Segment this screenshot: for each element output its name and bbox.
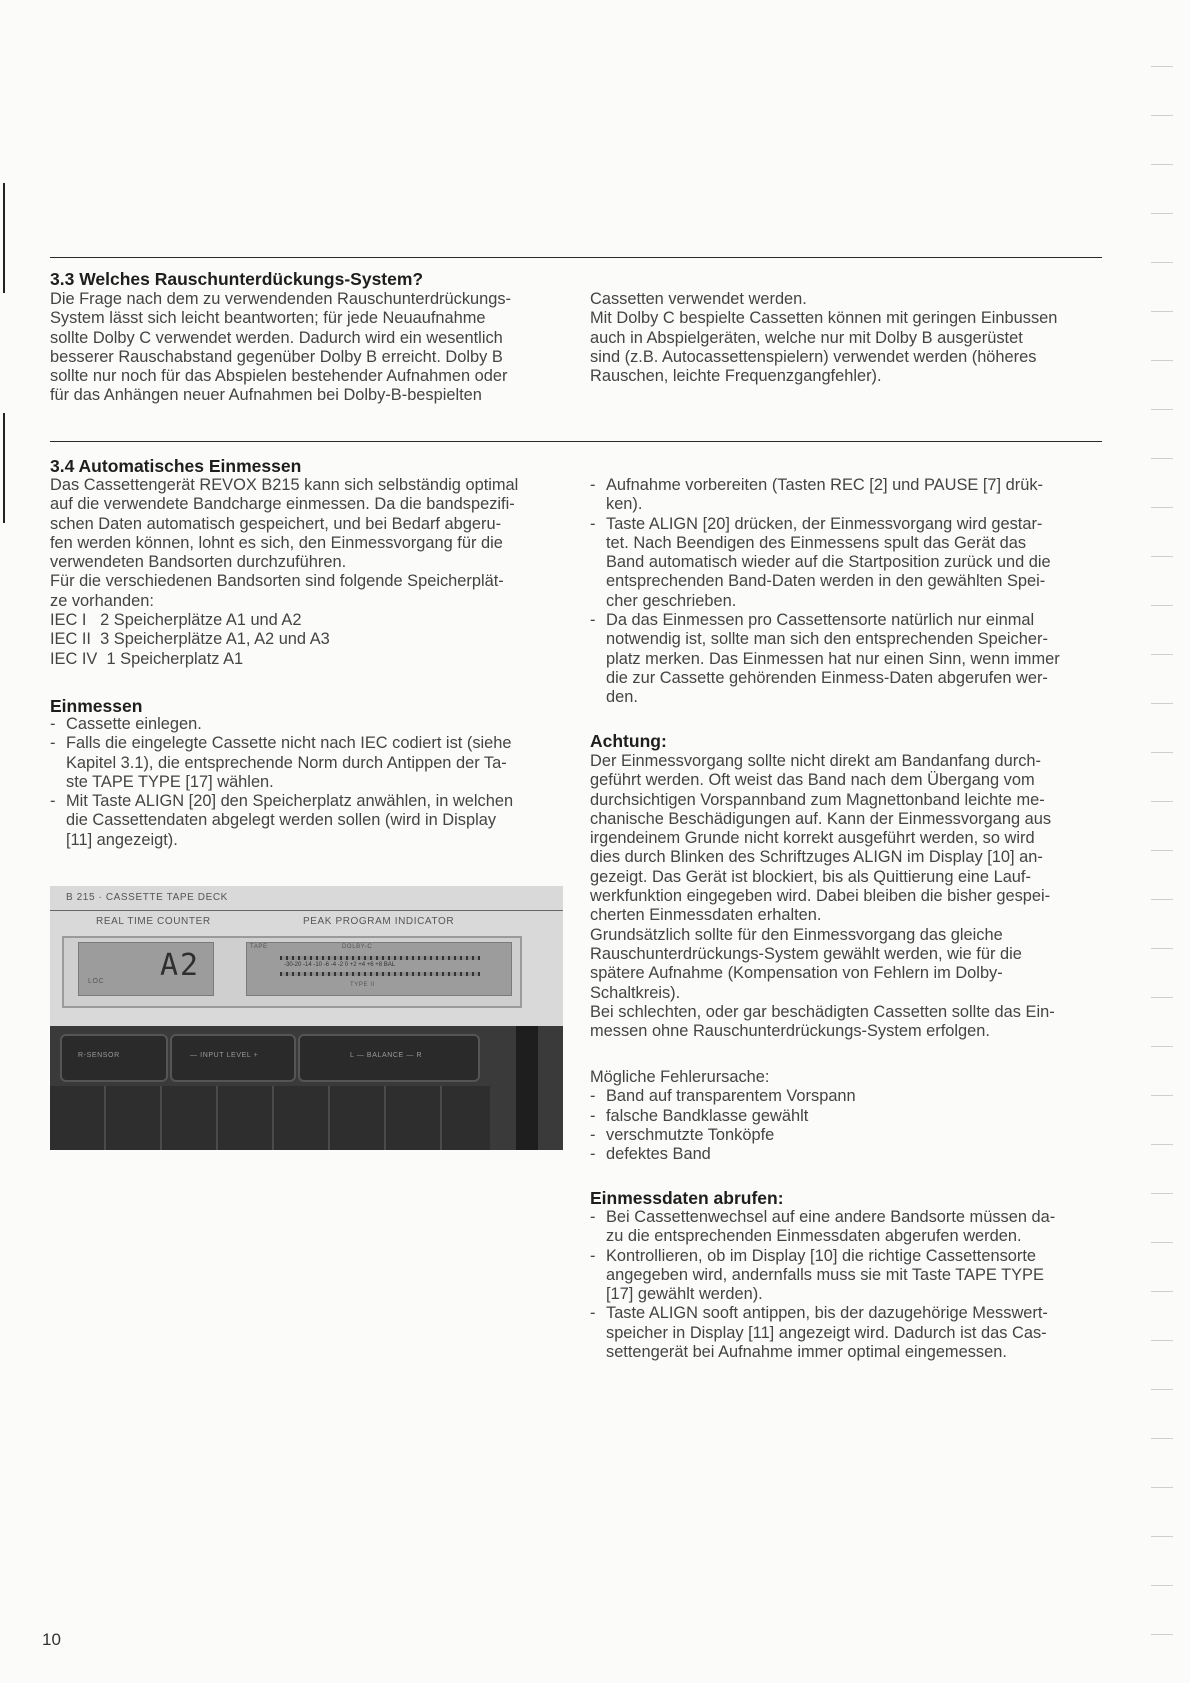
iec-item: IEC I 2 Speicherplätze A1 und A2 xyxy=(50,611,302,630)
margin-tick xyxy=(1151,1144,1173,1145)
list-item-line: - Kontrollieren, ob im Display [10] die richtige Cassettensorte xyxy=(606,1246,1037,1265)
list-item xyxy=(590,611,1102,707)
cassette-deck-photo xyxy=(50,886,563,1150)
list-item xyxy=(590,1126,1102,1145)
paragraph-line: sollte nur noch für das Abspielen bestehender Aufnahmen oder xyxy=(50,367,508,386)
counter-label: REAL TIME COUNTER xyxy=(96,916,211,927)
paragraph-line: spätere Aufnahme (Kompensation von Fehlern im Dolby- xyxy=(590,964,1003,983)
paragraph-line: Schaltkreis). xyxy=(590,983,681,1002)
paragraph-line: für das Anhängen neuer Aufnahmen bei Dolby-B-bespielten xyxy=(50,386,482,405)
heading-abrufen: Einmessdaten abrufen: xyxy=(590,1188,784,1208)
paragraph-line: werkfunktion eingegeben wird. Dabei bleiben die bisher gespei- xyxy=(590,887,1051,906)
list-item-line: - Aufnahme vorbereiten (Tasten REC [2] und PAUSE [7] drük- xyxy=(606,476,1043,494)
margin-tick xyxy=(1151,654,1173,655)
list-item-line: die Cassettendaten abgelegt werden sollen (wird in Display xyxy=(66,811,497,830)
einmessen-list xyxy=(50,715,562,850)
list-item xyxy=(590,1304,1102,1362)
paragraph-line: Der Einmessvorgang sollte nicht direkt am Bandanfang durch- xyxy=(590,752,1041,770)
margin-tick xyxy=(1151,213,1173,214)
list-item-line: settengerät bei Aufnahme immer optimal eingemessen. xyxy=(606,1343,1007,1362)
list-item-line: Kapitel 3.1), die entsprechende Norm durch Antippen der Ta- xyxy=(66,753,507,772)
margin-tick xyxy=(1151,850,1173,851)
list-item-line: ste TAPE TYPE [17] wählen. xyxy=(66,772,274,791)
margin-tick xyxy=(1151,1340,1173,1341)
margin-tick xyxy=(1151,1585,1173,1586)
margin-tick xyxy=(1151,997,1173,998)
list-item xyxy=(590,1107,1102,1126)
list-item-line: - verschmutzte Tonköpfe xyxy=(606,1125,775,1144)
margin-tick xyxy=(1151,752,1173,753)
loc-label: LOC xyxy=(88,978,105,985)
iec-list xyxy=(50,611,562,669)
paragraph-line: gezeigt. Das Gerät ist blockiert, bis als Quittierung eine Lauf- xyxy=(590,867,1031,886)
fehler-block xyxy=(590,1068,1102,1164)
paragraph-line: chanische Beschädigungen auf. Kann der Einmessvorgang aus xyxy=(590,809,1052,828)
list-item xyxy=(590,1087,1102,1106)
list-item-line: - Cassette einlegen. xyxy=(66,715,202,733)
list-item-line: notwendig ist, sollte man sich den entsprechenden Speicher- xyxy=(606,630,1048,649)
type-label: TYPE II xyxy=(350,982,375,988)
margin-tick xyxy=(1151,262,1173,263)
heading-3-3: 3.3 Welches Rauschunterdückungs-System? xyxy=(50,269,424,289)
list-item xyxy=(50,715,562,734)
list-item-line: den. xyxy=(606,688,638,707)
list-item-line: [17] gewählt werden). xyxy=(606,1285,763,1304)
margin-tick xyxy=(1151,1487,1173,1488)
margin-tick xyxy=(1151,605,1173,606)
margin-tick xyxy=(1151,899,1173,900)
list-item xyxy=(590,1145,1102,1164)
margin-mark xyxy=(3,413,5,523)
level-meter xyxy=(246,942,512,996)
paragraph-line: dies durch Blinken des Schriftzuges ALIGN im Display [10] an- xyxy=(590,848,1043,867)
margin-tick xyxy=(1151,1242,1173,1243)
list-item-line: entsprechenden Band-Daten werden in den gewählten Spei- xyxy=(606,572,1046,591)
paragraph-line: Bei schlechten, oder gar beschädigten Cassetten sollte das Ein- xyxy=(590,1002,1055,1021)
paragraph-line: besserer Rauschabstand gegenüber Dolby B erreicht. Dolby B xyxy=(50,347,503,366)
paragraph-line: messen ohne Rauschunterdrückungs-System erfolgen. xyxy=(590,1022,990,1041)
margin-tick xyxy=(1151,801,1173,802)
meter-row-left xyxy=(280,956,480,960)
list-item-line: - falsche Bandklasse gewählt xyxy=(606,1106,809,1125)
paragraph-line: Rauschen, leichte Frequenzgangfehler). xyxy=(590,367,882,386)
margin-tick xyxy=(1151,507,1173,508)
margin-tick xyxy=(1151,1389,1173,1390)
iec-item: IEC IV 1 Speicherplatz A1 xyxy=(50,649,244,668)
heading-3-4: 3.4 Automatisches Einmessen xyxy=(50,456,302,476)
list-item-line: - defektes Band xyxy=(606,1145,711,1164)
paragraph-line: irgendeinem Grunde nicht korrekt ausgeführt werden, so wird xyxy=(590,829,1035,848)
margin-tick xyxy=(1151,409,1173,410)
list-item-line: - Taste ALIGN [20] drücken, der Einmessvorgang wird gestar- xyxy=(606,514,1043,533)
sec33-right-column xyxy=(590,290,1102,386)
paragraph-line: sind (z.B. Autocassettenspielern) verwendet werden (höheres xyxy=(590,347,1037,366)
margin-tick xyxy=(1151,948,1173,949)
sec34-left-column xyxy=(50,476,562,669)
paragraph-line: durchsichtigen Vorspannband zum Magnettonband leichte me- xyxy=(590,790,1045,809)
section-rule xyxy=(50,441,1102,442)
deck-grid xyxy=(50,1086,490,1150)
list-item-line: die zur Cassette gehörenden Einmess-Daten abgerufen wer- xyxy=(606,668,1048,687)
paragraph-line: sollte Dolby C verwendet werden. Dadurch wird ein wesentlich xyxy=(50,328,503,347)
list-item-line: platz merken. Das Einmessen hat nur einen Sinn, wenn immer xyxy=(606,649,1060,668)
list-item xyxy=(590,476,1102,515)
meter-row-right xyxy=(280,972,480,976)
paragraph-line: Cassetten verwendet werden. xyxy=(590,290,807,308)
margin-tick xyxy=(1151,1046,1173,1047)
margin-tick xyxy=(1151,458,1173,459)
list-item xyxy=(590,1247,1102,1305)
iec-item: IEC II 3 Speicherplätze A1, A2 und A3 xyxy=(50,630,330,649)
key-label: R-SENSOR xyxy=(78,1052,120,1059)
ppi-label: PEAK PROGRAM INDICATOR xyxy=(303,916,455,927)
list-item-line: speicher in Display [11] angezeigt wird. Dadurch ist das Cas- xyxy=(606,1323,1047,1342)
margin-tick xyxy=(1151,1095,1173,1096)
paragraph-line: cherten Einmessdaten erhalten. xyxy=(590,906,822,925)
list-item-line: - Mit Taste ALIGN [20] den Speicherplatz anwählen, in welchen xyxy=(66,792,514,811)
photo-title-rule xyxy=(50,910,563,911)
heading-achtung: Achtung: xyxy=(590,731,667,751)
list-item xyxy=(590,515,1102,611)
list-item-line: cher geschrieben. xyxy=(606,591,737,610)
paragraph-line: Mit Dolby C bespielte Cassetten können mit geringen Einbussen xyxy=(590,309,1058,328)
paragraph-line: Rauschunterdrückungs-System gewählt werden, wie für die xyxy=(590,944,1022,963)
margin-tick xyxy=(1151,360,1173,361)
list-item-line: zu die entsprechenden Einmessdaten abgerufen werden. xyxy=(606,1227,1022,1246)
margin-tick xyxy=(1151,1634,1173,1635)
paragraph-line: Für die verschiedenen Bandsorten sind folgende Speicherplät- xyxy=(50,572,504,591)
sec34-right-list xyxy=(590,476,1102,708)
key-label: — INPUT LEVEL + xyxy=(190,1052,259,1059)
page-number: 10 xyxy=(42,1630,61,1649)
list-item-line: - Bei Cassettenwechsel auf eine andere Bandsorte müssen da- xyxy=(606,1208,1056,1226)
paragraph-line: fen werden können, lohnt es sich, den Einmessvorgang für die xyxy=(50,533,503,552)
paragraph-line: Die Frage nach dem zu verwendenden Rauschunterdrückungs- xyxy=(50,290,512,308)
section-rule xyxy=(50,257,1102,258)
list-item-line: tet. Nach Beendigen des Einmessens spult das Gerät das xyxy=(606,533,1027,552)
margin-tick xyxy=(1151,703,1173,704)
list-item xyxy=(50,792,562,850)
list-item xyxy=(590,1208,1102,1247)
margin-mark xyxy=(3,183,5,293)
margin-tick xyxy=(1151,1193,1173,1194)
paragraph-line: ze vorhanden: xyxy=(50,591,154,610)
dolby-label: DOLBY-C xyxy=(342,944,373,950)
margin-tick xyxy=(1151,1536,1173,1537)
achtung-text xyxy=(590,752,1102,1041)
paragraph-line: schen Daten automatisch gespeichert, und bei Bedarf abgeru- xyxy=(50,514,502,533)
photo-title: B 215 · CASSETTE TAPE DECK xyxy=(66,892,228,903)
deck-lower-panel xyxy=(50,1026,563,1150)
list-item-line: - Taste ALIGN sooft antippen, bis der dazugehörige Messwert- xyxy=(606,1304,1048,1323)
paragraph-line: System lässt sich leicht beantworten; für jede Neuaufnahme xyxy=(50,309,486,328)
paragraph-line: geführt werden. Oft weist das Band nach dem Übergang vom xyxy=(590,771,1035,790)
list-item-line: ken). xyxy=(606,495,643,514)
heading-einmessen: Einmessen xyxy=(50,696,143,716)
fehler-title: Mögliche Fehlerursache: xyxy=(590,1068,770,1086)
margin-tick xyxy=(1151,164,1173,165)
list-item-line: [11] angezeigt). xyxy=(66,830,178,849)
margin-tick xyxy=(1151,556,1173,557)
margin-tick xyxy=(1151,311,1173,312)
margin-tick xyxy=(1151,1438,1173,1439)
paragraph-line: Das Cassettengerät REVOX B215 kann sich selbständig optimal xyxy=(50,476,519,494)
meter-scale: -30-20 -14 -10 -6 -4 -2 0 +2 +4 +6 +8 BAL xyxy=(284,962,396,968)
counter-value: A2 xyxy=(160,948,201,983)
key-label: L — BALANCE — R xyxy=(350,1052,423,1059)
paragraph-line: Grundsätzlich sollte für den Einmessvorgang das gleiche xyxy=(590,925,1003,944)
tape-label: TAPE xyxy=(250,944,268,950)
list-item-line: angegeben wird, andernfalls muss sie mit Taste TAPE TYPE xyxy=(606,1265,1044,1284)
list-item-line: - Da das Einmessen pro Cassettensorte natürlich nur einmal xyxy=(606,611,1035,630)
abrufen-list xyxy=(590,1208,1102,1362)
list-item-line: - Band auf transparentem Vorspann xyxy=(606,1087,856,1106)
deck-side-handle xyxy=(516,1026,538,1150)
list-item-line: - Falls die eingelegte Cassette nicht nach IEC codiert ist (siehe xyxy=(66,734,512,753)
paragraph-line: auf die verwendete Bandcharge einmessen. Da die bandspezifi- xyxy=(50,495,515,514)
sec33-left-column xyxy=(50,290,562,406)
margin-tick xyxy=(1151,66,1173,67)
list-item-line: Band automatisch wieder auf die Startposition zurück und die xyxy=(606,553,1051,572)
margin-tick xyxy=(1151,115,1173,116)
margin-tick xyxy=(1151,1291,1173,1292)
list-item xyxy=(50,734,562,792)
paragraph-line: verwendeten Bandsorten durchzuführen. xyxy=(50,553,347,572)
paragraph-line: auch in Abspielgeräten, welche nur mit Dolby B ausgerüstet xyxy=(590,328,1023,347)
